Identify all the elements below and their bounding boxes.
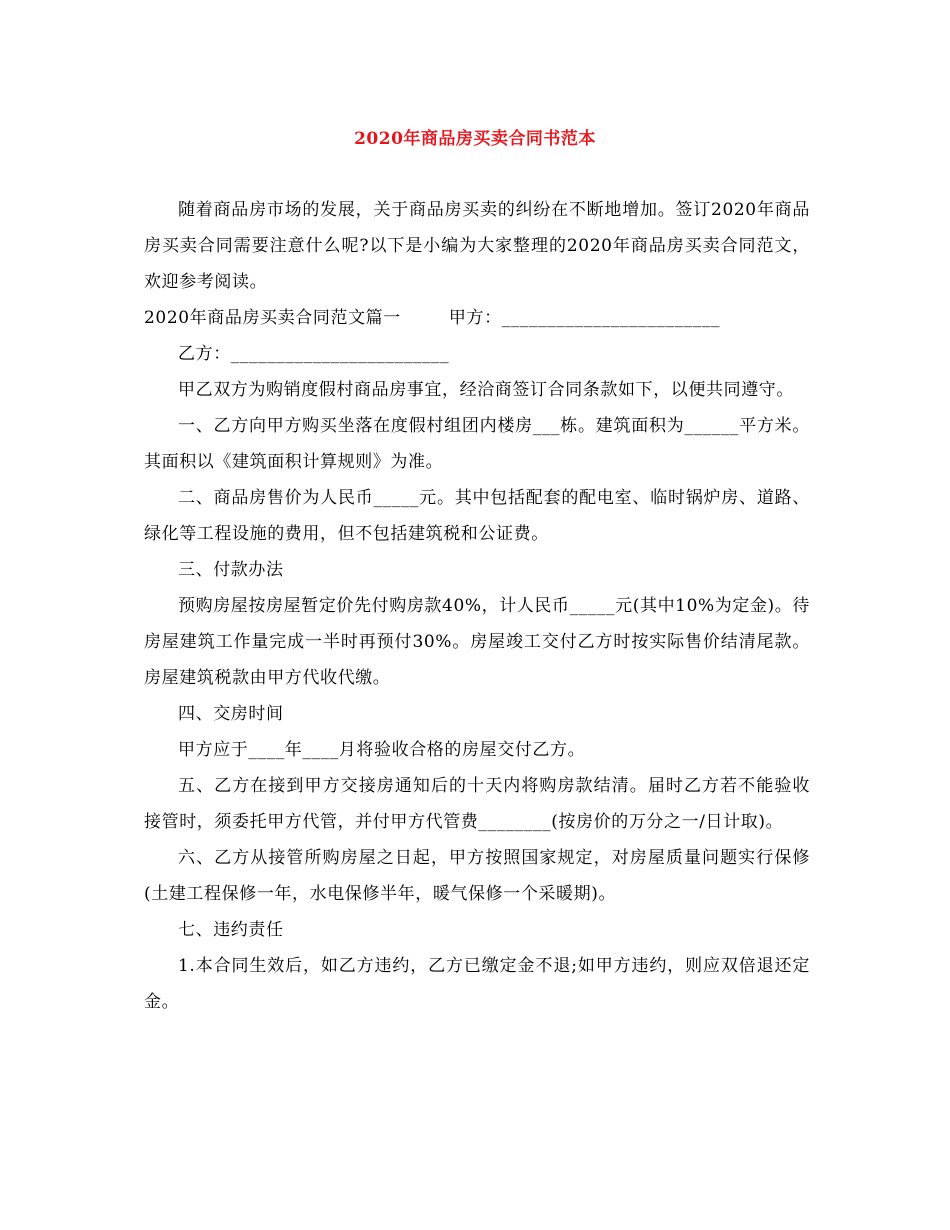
clause-3-heading: 三、付款办法 [178,560,284,580]
preamble-paragraph: 甲乙双方为购销度假村商品房事宜，经洽商签订合同条款如下，以便共同遵守。 [178,380,794,400]
clause-2: 二、商品房售价为人民币_____元。其中包括配套的配电室、临时锅炉房、道路、绿化等工程设施的费用，但不包括建筑税和公证费。 [144,488,810,544]
clause-4-heading: 四、交房时间 [178,704,284,724]
document-title: 2020年商品房买卖合同书范本 [354,129,596,149]
clause-4-body: 甲方应于____年____月将验收合格的房屋交付乙方。 [178,740,586,760]
section-heading-line [144,300,810,336]
party-b-line: 乙方：________________________ [178,344,450,364]
intro-paragraph: 随着商品房市场的发展，关于商品房买卖的纠纷在不断地增加。签订2020年商品房买卖合同需要注意什么呢?以下是小编为大家整理的2020年商品房买卖合同范文，欢迎参考阅读。 [144,200,810,292]
document-body [144,192,810,1020]
clause-7-heading: 七、违约责任 [178,920,284,940]
clause-6: 六、乙方从接管所购房屋之日起，甲方按照国家规定，对房屋质量问题实行保修(土建工程保修一年，水电保修半年，暖气保修一个采暖期)。 [144,848,810,904]
section-heading: 2020年商品房买卖合同范文篇一 [144,308,401,328]
party-a-line: 甲方：________________________ [448,308,721,328]
clause-3-body: 预购房屋按房屋暂定价先付购房款40%，计人民币_____元(其中10%为定金)。待房屋建筑工作量完成一半时再预付30%。房屋竣工交付乙方时按实际售价结清尾款。房屋建筑税款由甲方代收代缴。 [144,596,810,688]
clause-1: 一、乙方向甲方购买坐落在度假村组团内楼房___栋。建筑面积为______平方米。其面积以《建筑面积计算规则》为准。 [144,416,810,472]
clause-7-item-1: 1.本合同生效后，如乙方违约，乙方已缴定金不退;如甲方违约，则应双倍退还定金。 [144,956,810,1012]
clause-5: 五、乙方在接到甲方交接房通知后的十天内将购房款结清。届时乙方若不能验收接管时，须委托甲方代管，并付甲方代管费________(按房价的万分之一/日计取)。 [144,776,810,832]
